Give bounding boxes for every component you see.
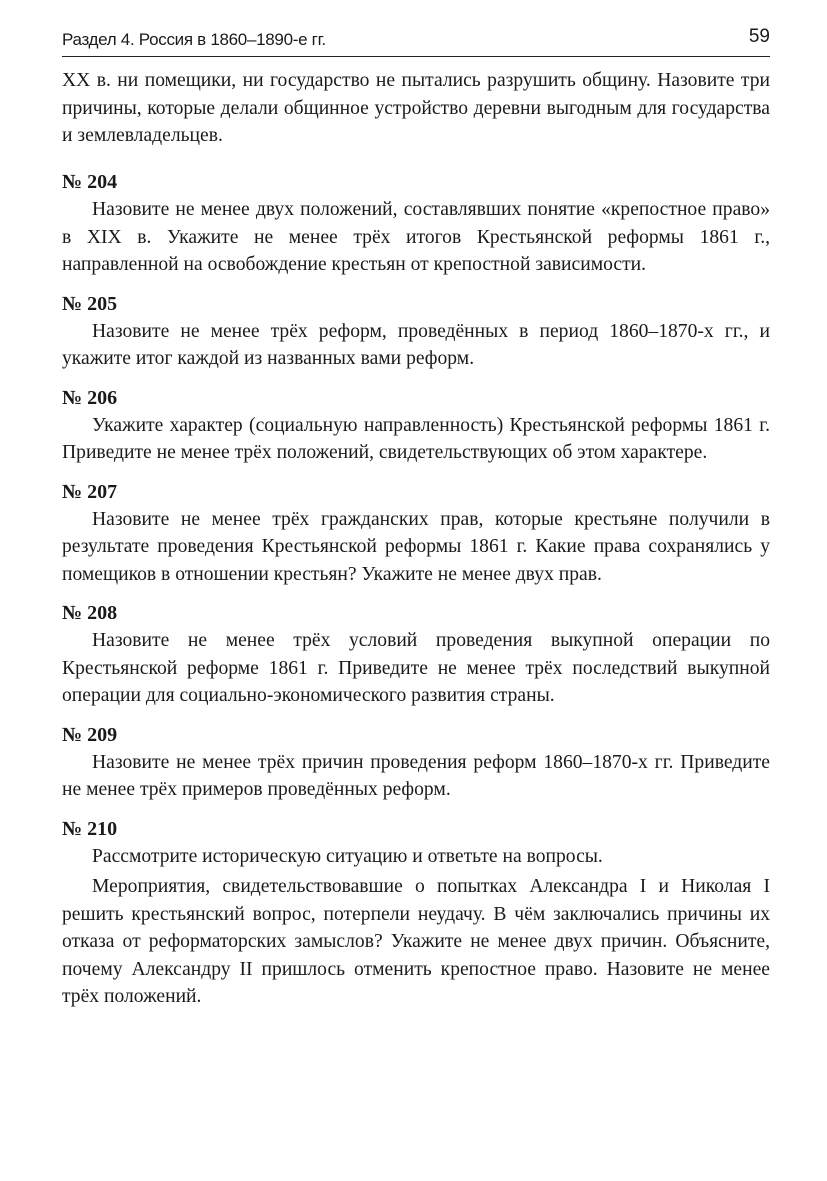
task-209 bbox=[62, 722, 770, 804]
task-206 bbox=[62, 385, 770, 467]
task-204 bbox=[62, 169, 770, 279]
task-paragraph: Укажите характер (социальную направленность) Крестьянской реформы 1861 г. Приведите не менее трёх положений, свидетельствующих об этом характере. bbox=[62, 414, 770, 464]
task-paragraph: Назовите не менее трёх условий проведения выкупной операции по Крестьянской реформе 1861 г. Приведите не менее трёх последствий выкупной операции для социально-экономического развития страны. bbox=[62, 630, 770, 707]
task-number: № 206 bbox=[62, 386, 118, 409]
section-title: Раздел 4. Россия в 1860–1890-е гг. bbox=[62, 30, 326, 49]
task-208 bbox=[62, 600, 770, 710]
task-paragraph: Назовите не менее трёх причин проведения реформ 1860–1870-х гг. Приведите не менее трёх примеров проведённых реформ. bbox=[62, 751, 770, 801]
task-paragraph: Назовите не менее трёх гражданских прав, которые крестьяне получили в результате проведения Крестьянской реформы 1861 г. Какие права сохранялись у помещиков в отношении крестьян? Укажите не менее двух прав. bbox=[62, 508, 770, 585]
running-header bbox=[62, 22, 770, 57]
task-number: № 205 bbox=[62, 292, 118, 315]
task-paragraph: Назовите не менее трёх реформ, проведённых в период 1860–1870-х гг., и укажите итог каждой из названных вами реформ. bbox=[62, 320, 770, 370]
task-number: № 204 bbox=[62, 171, 118, 194]
task-number: № 208 bbox=[62, 602, 118, 625]
task-paragraph: Рассмотрите историческую ситуацию и ответьте на вопросы. bbox=[92, 845, 603, 867]
book-page bbox=[62, 22, 770, 1011]
task-paragraph: Назовите не менее двух положений, составлявших понятие «крепостное право» в XIX в. Укажите не менее трёх итогов Крестьянской реформы 1861 г., направленной на освобождение крестьян от крепостной зависимости. bbox=[62, 199, 770, 276]
task-205 bbox=[62, 291, 770, 373]
page-body bbox=[62, 67, 770, 1011]
task-210 bbox=[62, 816, 770, 1011]
task-number: № 209 bbox=[62, 723, 118, 746]
continuation-paragraph: XX в. ни помещики, ни государство не пытались разрушить общину. Назовите три причины, которые делали общинное устройство деревни выгодным для государства и землевладельцев. bbox=[62, 70, 770, 146]
task-number: № 210 bbox=[62, 817, 118, 840]
page-number: 59 bbox=[748, 26, 770, 47]
task-paragraph: Мероприятия, свидетельствовавшие о попытках Александра I и Николая I решить крестьянский вопрос, потерпели неудачу. В чём заключались причины их отказа от реформаторских замыслов? Укажите не менее двух причин. Объясните, почему Александру II пришлось отменить крепостное право. Назовите не менее трёх положений. bbox=[62, 876, 770, 1008]
task-207 bbox=[62, 479, 770, 589]
task-number: № 207 bbox=[62, 480, 118, 503]
